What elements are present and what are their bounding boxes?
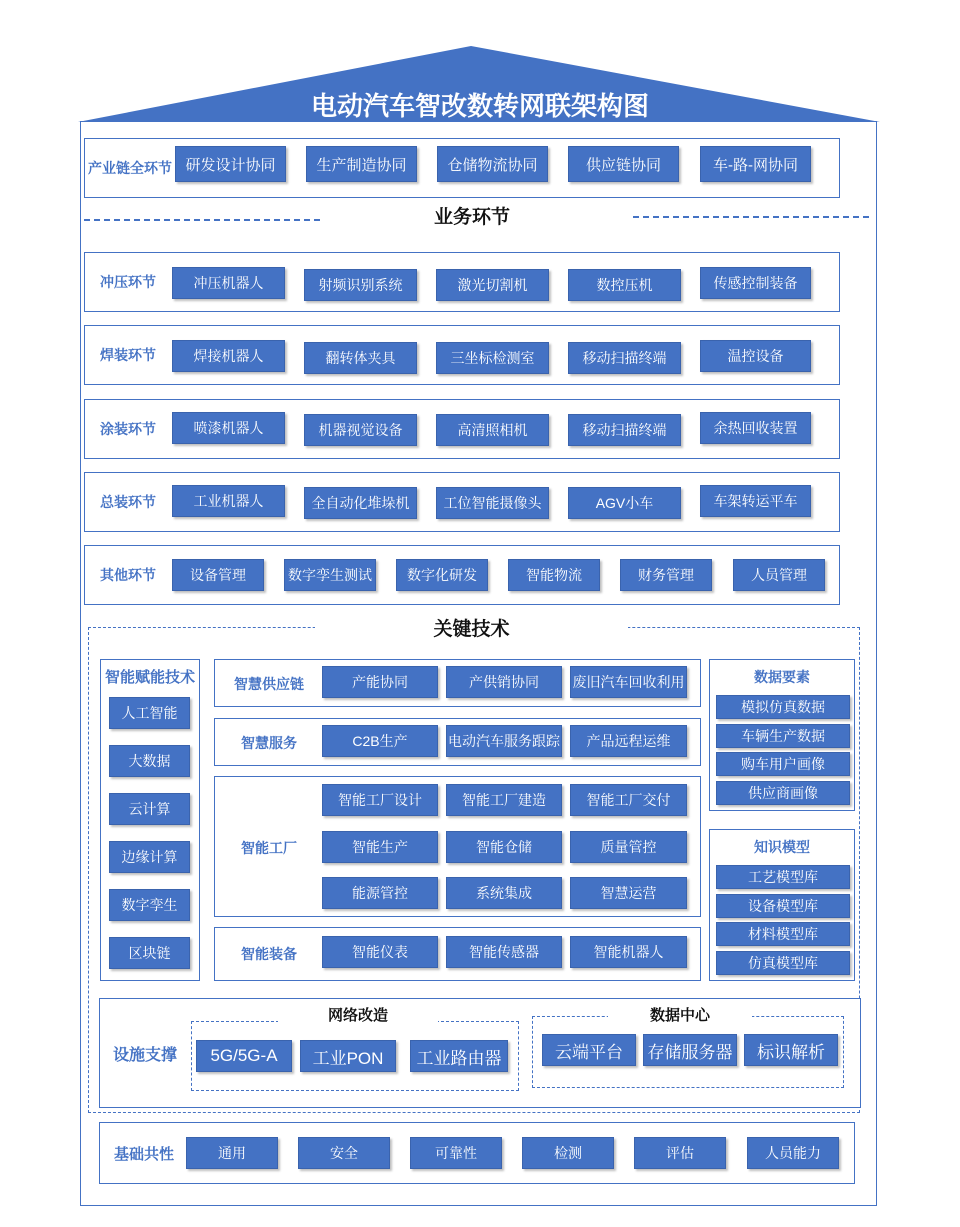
business-item: 三坐标检测室 — [436, 342, 549, 374]
business-item: 焊接机器人 — [172, 340, 285, 372]
business-item: 喷漆机器人 — [172, 412, 285, 444]
datacenter-item: 标识解析 — [744, 1034, 838, 1066]
business-item: 数控压机 — [568, 269, 681, 301]
tech-group-item: 产供销协同 — [446, 666, 562, 698]
tech-group-item: 电动汽车服务跟踪 — [446, 725, 562, 757]
industry-chain-item: 研发设计协同 — [175, 146, 286, 182]
business-item: 冲压机器人 — [172, 267, 285, 299]
business-row-label: 涂装环节 — [100, 420, 156, 437]
tech-group-label: 智慧供应链 — [234, 675, 304, 692]
tech-group-item: 智能生产 — [322, 831, 438, 863]
business-section-title: 业务环节 — [424, 202, 520, 229]
business-item: AGV小车 — [568, 487, 681, 519]
foundation-item: 安全 — [298, 1137, 390, 1169]
knowledge-model-item: 材料模型库 — [716, 922, 850, 946]
business-item: 移动扫描终端 — [568, 414, 681, 446]
business-row-label: 冲压环节 — [100, 273, 156, 290]
knowledge-model-item: 仿真模型库 — [716, 951, 850, 975]
enabling-tech-item: 大数据 — [109, 745, 190, 777]
foundation-item: 检测 — [522, 1137, 614, 1169]
tech-group-item: 质量管控 — [570, 831, 687, 863]
foundation-item: 人员能力 — [747, 1137, 839, 1169]
tech-group-item: 智能传感器 — [446, 936, 562, 968]
network-item: 工业PON — [300, 1040, 396, 1072]
tech-group-label: 智能装备 — [241, 945, 297, 962]
data-element-item: 模拟仿真数据 — [716, 695, 850, 719]
knowledge-models-title: 知识模型 — [754, 839, 810, 855]
tech-group-label: 智慧服务 — [241, 734, 297, 751]
business-item: 工业机器人 — [172, 485, 285, 517]
tech-group-item: 废旧汽车回收利用 — [570, 666, 687, 698]
network-title: 网络改造 — [278, 1004, 438, 1025]
business-divider-right — [633, 216, 869, 218]
tech-group-item: 系统集成 — [446, 877, 562, 909]
industry-chain-item: 仓储物流协同 — [437, 146, 548, 182]
tech-group-label: 智能工厂 — [241, 839, 297, 856]
enabling-tech-item: 区块链 — [109, 937, 190, 969]
tech-group-item: 智能仓储 — [446, 831, 562, 863]
enabling-tech-title: 智能赋能技术 — [104, 669, 195, 686]
enabling-tech-item: 云计算 — [109, 793, 190, 825]
tech-group-item: 智能仪表 — [322, 936, 438, 968]
tech-group-item: C2B生产 — [322, 725, 438, 757]
business-item: 温控设备 — [700, 340, 811, 372]
data-element-item: 车辆生产数据 — [716, 724, 850, 748]
industry-chain-item: 供应链协同 — [568, 146, 679, 182]
business-row-label: 其他环节 — [100, 566, 156, 583]
foundation-label: 基础共性 — [113, 1145, 174, 1163]
tech-group-item: 产品远程运维 — [570, 725, 687, 757]
knowledge-model-item: 工艺模型库 — [716, 865, 850, 889]
business-divider-left — [84, 219, 320, 221]
foundation-item: 通用 — [186, 1137, 278, 1169]
business-item: 设备管理 — [172, 559, 264, 591]
industry-chain-item: 生产制造协同 — [306, 146, 417, 182]
network-item: 5G/5G-A — [196, 1040, 292, 1072]
business-row-label: 焊装环节 — [100, 346, 156, 363]
tech-group-item: 能源管控 — [322, 877, 438, 909]
business-row-label: 总装环节 — [100, 493, 156, 510]
tech-group-item: 智能工厂建造 — [446, 784, 562, 816]
business-item: 高清照相机 — [436, 414, 549, 446]
business-item: 传感控制装备 — [700, 267, 811, 299]
datacenter-item: 存储服务器 — [643, 1034, 737, 1066]
data-element-item: 购车用户画像 — [716, 752, 850, 776]
network-item: 工业路由器 — [410, 1040, 508, 1072]
foundation-item: 可靠性 — [410, 1137, 502, 1169]
business-item: 工位智能摄像头 — [436, 487, 549, 519]
foundation-item: 评估 — [634, 1137, 726, 1169]
business-item: 全自动化堆垛机 — [304, 487, 417, 519]
data-elements-title: 数据要素 — [754, 669, 810, 685]
business-item: 射频识别系统 — [304, 269, 417, 301]
tech-group-item: 智慧运营 — [570, 877, 687, 909]
business-item: 财务管理 — [620, 559, 712, 591]
data-element-item: 供应商画像 — [716, 781, 850, 805]
business-item: 数字化研发 — [396, 559, 488, 591]
business-item: 车架转运平车 — [700, 485, 811, 517]
enabling-tech-item: 人工智能 — [109, 697, 190, 729]
tech-group-item: 智能工厂设计 — [322, 784, 438, 816]
business-item: 激光切割机 — [436, 269, 549, 301]
business-item: 数字孪生测试 — [284, 559, 376, 591]
knowledge-model-item: 设备模型库 — [716, 894, 850, 918]
business-item: 翻转体夹具 — [304, 342, 417, 374]
key-tech-section-title: 关键技术 — [315, 614, 628, 641]
diagram-title: 电动汽车智改数转网联架构图 — [310, 91, 649, 121]
business-item: 智能物流 — [508, 559, 600, 591]
business-item: 余热回收装置 — [700, 412, 811, 444]
business-item: 机器视觉设备 — [304, 414, 417, 446]
infrastructure-label: 设施支撑 — [112, 1046, 177, 1064]
tech-group-item: 智能机器人 — [570, 936, 687, 968]
datacenter-item: 云端平台 — [542, 1034, 636, 1066]
business-item: 人员管理 — [733, 559, 825, 591]
enabling-tech-item: 边缘计算 — [109, 841, 190, 873]
datacenter-title: 数据中心 — [608, 1004, 752, 1025]
industry-chain-item: 车-路-网协同 — [700, 146, 811, 182]
industry-chain-label: 产业链全环节 — [88, 159, 172, 176]
enabling-tech-item: 数字孪生 — [109, 889, 190, 921]
tech-group-item: 智能工厂交付 — [570, 784, 687, 816]
tech-group-item: 产能协同 — [322, 666, 438, 698]
business-item: 移动扫描终端 — [568, 342, 681, 374]
